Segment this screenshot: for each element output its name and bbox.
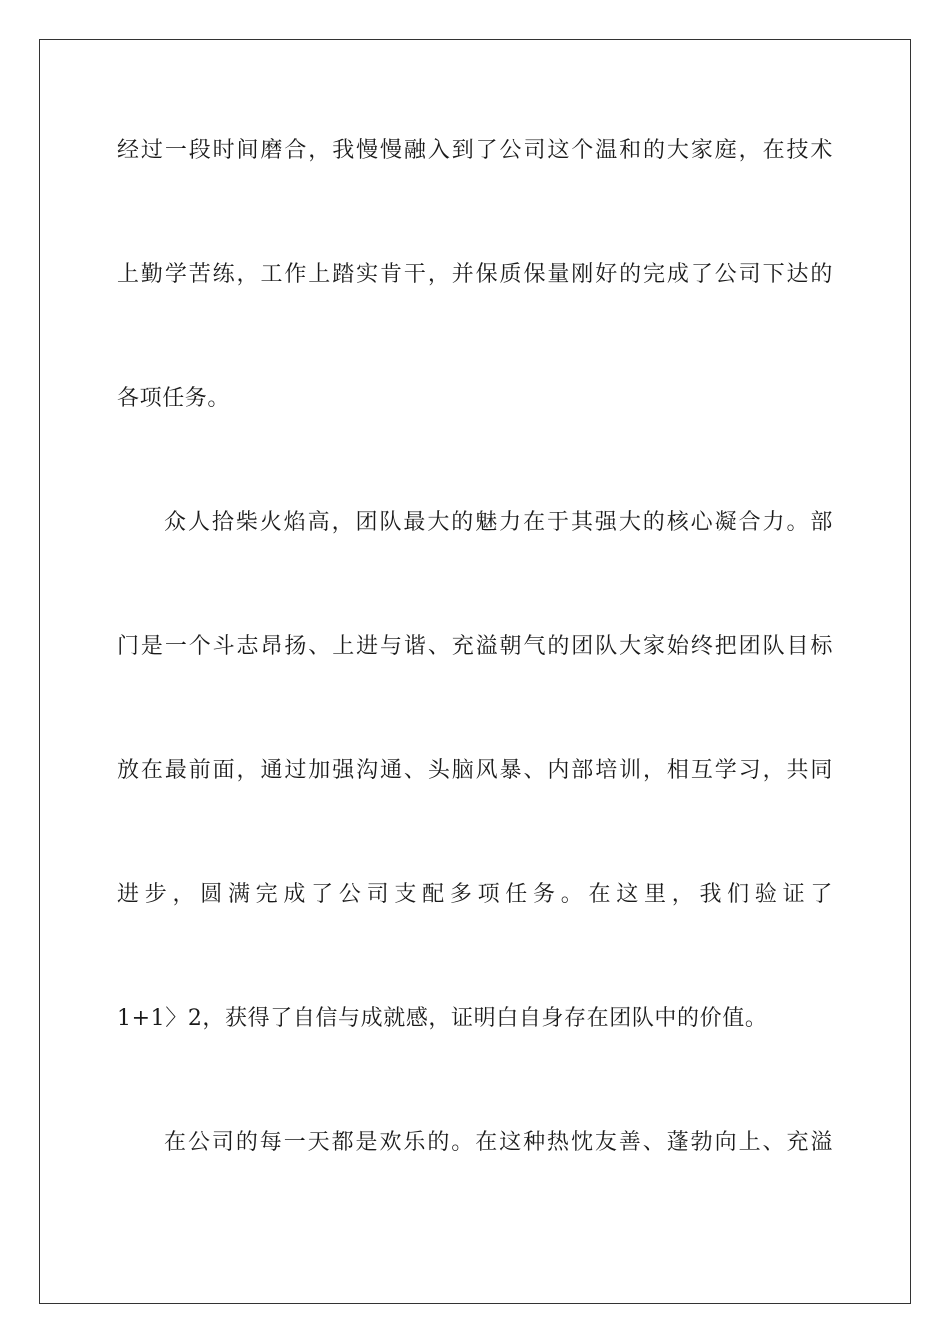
body-text-line-1: 经过一段时间磨合，我慢慢融入到了公司这个温和的大家庭，在技术 [117,138,833,163]
body-text-line-5: 门是一个斗志昂扬、上进与谐、充溢朝气的团队大家始终把团队目标 [117,634,833,659]
body-text-line-8: 1+1〉2，获得了自信与成就感，证明白自身存在团队中的价值。 [117,1006,768,1031]
body-text-line-4: 众人拾柴火焰高，团队最大的魅力在于其强大的核心凝合力。部 [164,510,833,535]
page-border [39,39,911,1304]
body-text-line-9: 在公司的每一天都是欢乐的。在这种热忱友善、蓬勃向上、充溢 [164,1130,833,1155]
body-text-line-7: 进步，圆满完成了公司支配多项任务。在这里，我们验证了 [117,882,833,907]
body-text-line-6: 放在最前面，通过加强沟通、头脑风暴、内部培训，相互学习，共同 [117,758,833,783]
body-text-line-2: 上勤学苦练，工作上踏实肯干，并保质保量刚好的完成了公司下达的 [117,262,833,287]
body-text-line-3: 各项任务。 [117,386,231,411]
